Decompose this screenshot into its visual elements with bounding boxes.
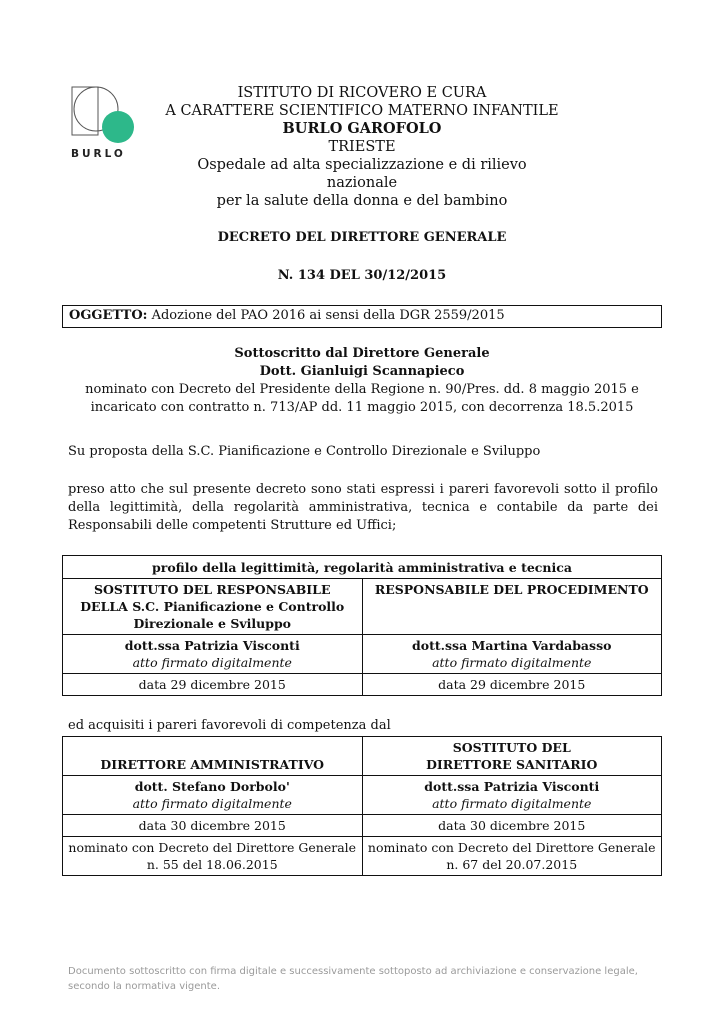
table1-right-signed: atto firmato digitalmente (432, 655, 592, 670)
subject-box (62, 305, 662, 328)
table2-left-name: dott. Stefano Dorbolo' (134, 779, 290, 794)
logo-wordmark: BURLO (71, 148, 126, 160)
opinions-table-2 (62, 736, 662, 876)
preso-atto-paragraph: preso atto che sul presente decreto sono stati espressi i pareri favorevoli sotto il profilo della legittimità, della regolarità amministrativa, tecnica e contabile da parte dei Responsabili delle competenti Strutture ed Uffici; (68, 482, 658, 533)
table1-left-date: data 29 dicembre 2015 (63, 674, 363, 696)
table1-left-signed: atto firmato digitalmente (132, 655, 292, 670)
table1-right-name: dott.ssa Martina Vardabasso (412, 638, 612, 653)
table2-right-signed: atto firmato digitalmente (432, 796, 592, 811)
header-line-6: per la salute della donna e del bambino (216, 193, 508, 209)
header-institute-name: BURLO GAROFOLO (282, 120, 442, 137)
table1-left-role-line1: SOSTITUTO DEL RESPONSABILE (94, 582, 331, 597)
table2-right-role-line1: SOSTITUTO DEL (452, 740, 571, 755)
table2-right-date: data 30 dicembre 2015 (362, 815, 662, 837)
institute-logo (68, 86, 140, 166)
header-line-1: ISTITUTO DI RICOVERO E CURA (237, 85, 487, 101)
table2-right-appointment (362, 837, 662, 876)
table2-right-name: dott.ssa Patrizia Visconti (424, 779, 600, 794)
table2-left-signature (63, 776, 363, 815)
signatory-role: Sottoscritto dal Direttore Generale (234, 346, 490, 361)
table1-left-name: dott.ssa Patrizia Visconti (124, 638, 300, 653)
table2-right-appointment-line1: nominato con Decreto del Direttore Generale (367, 840, 656, 855)
header-line-2: A CARATTERE SCIENTIFICO MATERNO INFANTILE (165, 103, 559, 119)
table1-right-signature (362, 635, 662, 674)
table1-left-role-line2: DELLA S.C. Pianificazione e Controllo (80, 599, 345, 614)
subject-label: OGGETTO: (69, 308, 148, 323)
decree-title: DECRETO DEL DIRETTORE GENERALE (217, 230, 507, 245)
table1-left-role (63, 579, 363, 635)
table2-left-appointment-line1: nominato con Decreto del Direttore Generale (68, 840, 357, 855)
table2-right-role-line2: DIRETTORE SANITARIO (426, 757, 598, 772)
proposal-paragraph: Su proposta della S.C. Pianificazione e Controllo Direzionale e Sviluppo (68, 444, 541, 459)
table2-left-role (63, 737, 363, 776)
table2-right-role (362, 737, 662, 776)
legal-footer: Documento sottoscritto con firma digitale e successivamente sottoposto ad archiviazione e conservazione legale, secondo la normativa vigente. (68, 966, 638, 992)
opinions-table-1 (62, 555, 662, 696)
table1-heading: profilo della legittimità, regolarità amministrativa e tecnica (63, 556, 662, 579)
signatory-block (40, 345, 684, 417)
table2-left-role-line1: DIRETTORE AMMINISTRATIVO (100, 757, 325, 772)
decree-number: N. 134 DEL 30/12/2015 (277, 268, 447, 283)
table2-left-signed: atto firmato digitalmente (132, 796, 292, 811)
table2-left-appointment (63, 837, 363, 876)
table1-right-role (362, 579, 662, 635)
header-line-5: Ospedale ad alta specializzazione e di rilievo nazionale (197, 157, 527, 191)
subject-text: Adozione del PAO 2016 ai sensi della DGR 2559/2015 (147, 308, 505, 323)
table2-right-appointment-line2: n. 67 del 20.07.2015 (446, 857, 578, 872)
table2-right-signature (362, 776, 662, 815)
table1-left-signature (63, 635, 363, 674)
table2-left-date: data 30 dicembre 2015 (63, 815, 363, 837)
burlo-logo-icon (68, 86, 140, 146)
acquisiti-paragraph: ed acquisiti i pareri favorevoli di competenza dal (68, 718, 391, 733)
table1-left-role-line3: Direzionale e Sviluppo (133, 616, 292, 631)
table1-right-role-line1: RESPONSABILE DEL PROCEDIMENTO (374, 582, 649, 597)
signatory-appointment: nominato con Decreto del Presidente della Regione n. 90/Pres. dd. 8 maggio 2015 e (85, 382, 639, 397)
header-city: TRIESTE (328, 139, 396, 155)
signatory-name: Dott. Gianluigi Scannapieco (259, 364, 465, 379)
table2-left-appointment-line2: n. 55 del 18.06.2015 (146, 857, 278, 872)
signatory-contract: incaricato con contratto n. 713/AP dd. 11 maggio 2015, con decorrenza 18.5.2015 (90, 400, 634, 415)
table1-right-date: data 29 dicembre 2015 (362, 674, 662, 696)
institute-header (160, 84, 564, 210)
